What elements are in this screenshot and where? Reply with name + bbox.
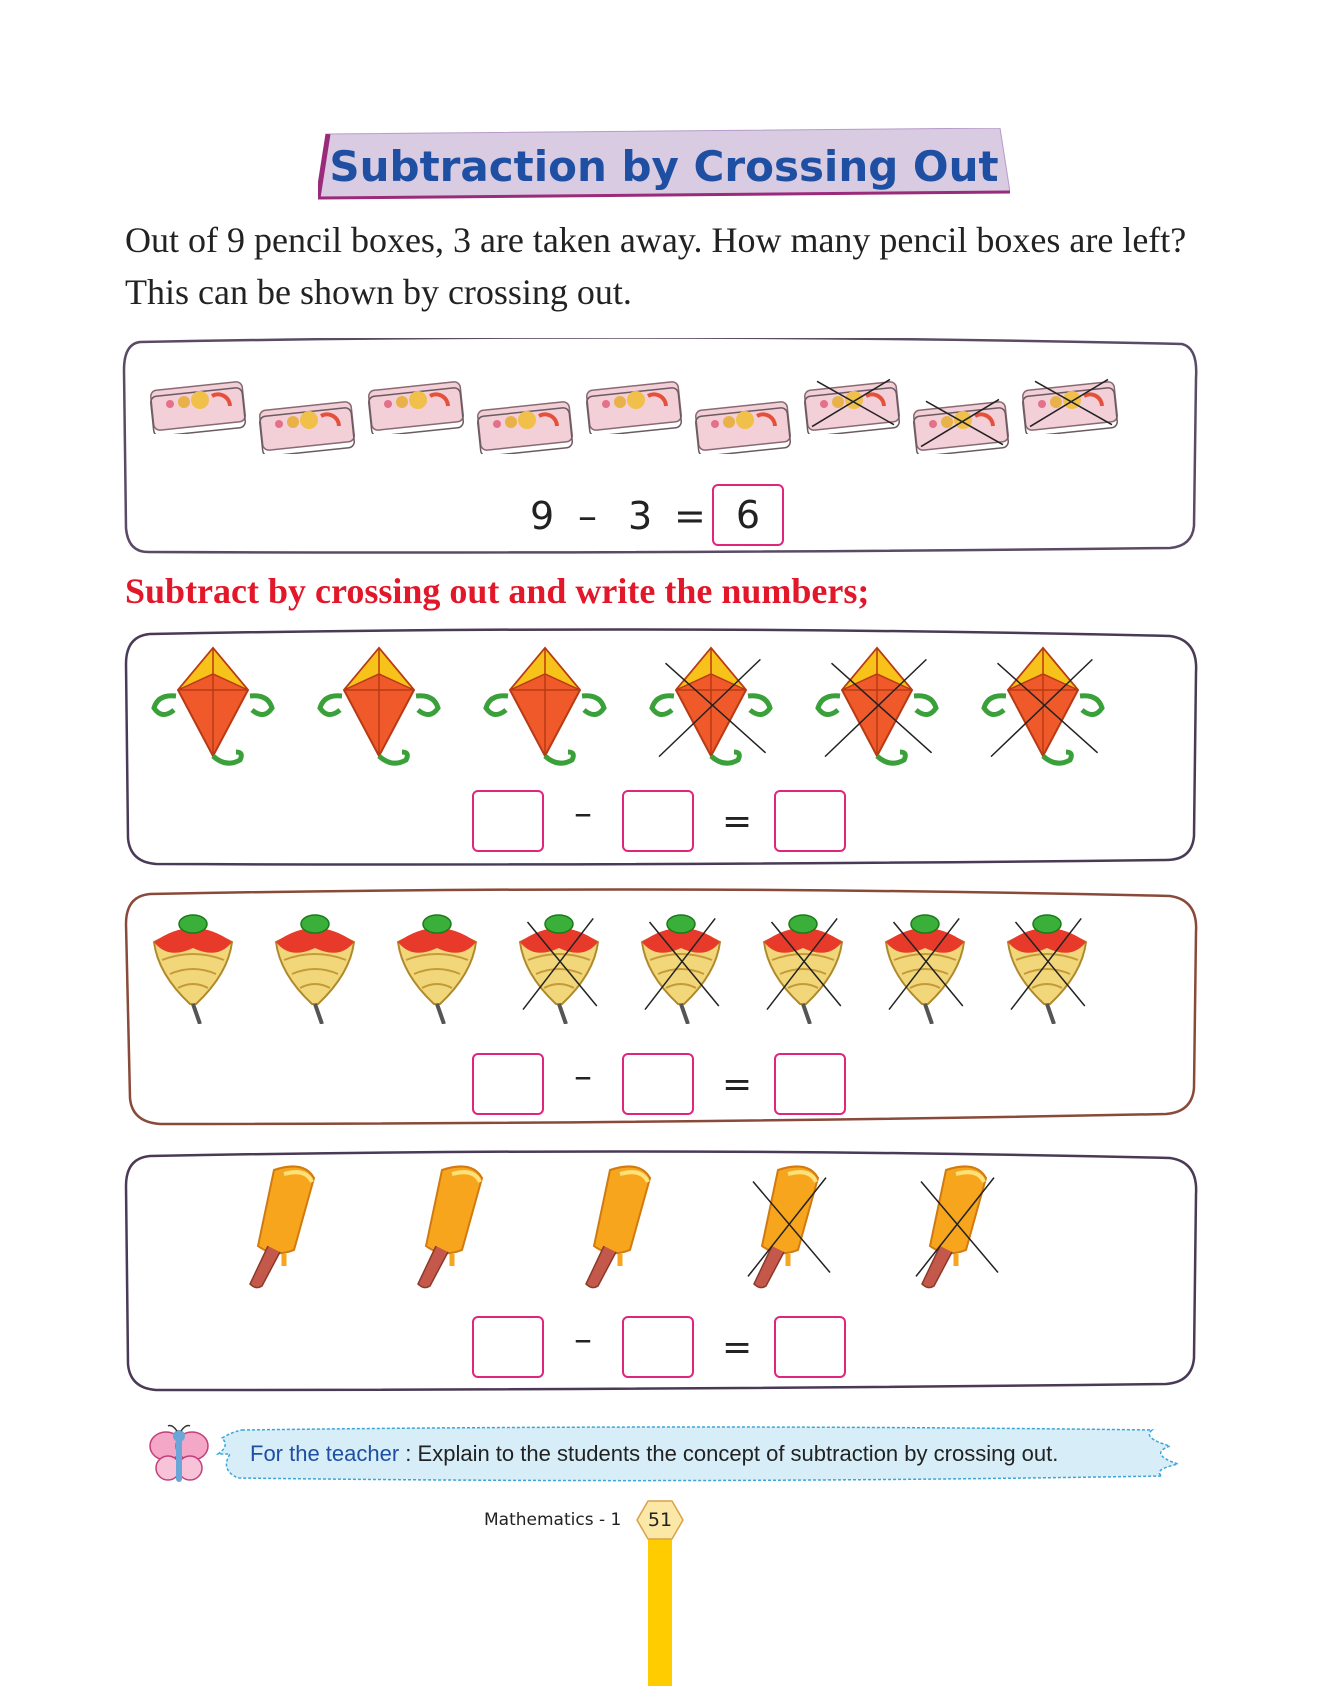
exercise-3-answer-box[interactable] — [774, 1316, 846, 1378]
intro-text: Out of 9 pencil boxes, 3 are taken away. How many pencil boxes are left? This can be shown by crossing out. — [125, 220, 1187, 312]
crossed-pencil-box-icon — [802, 372, 902, 434]
pencil-box-icon — [584, 372, 684, 434]
example-equals: = — [674, 494, 706, 538]
spinning-top-icon — [148, 904, 238, 1024]
exercise-1-item-row — [148, 644, 1188, 784]
exercise-3-taken-box[interactable] — [622, 1316, 694, 1378]
exercise-3-equals: = — [722, 1327, 753, 1368]
crossed-spinning-top-icon — [514, 904, 604, 1024]
crossed-kite-icon — [646, 644, 776, 772]
exercise-3-minus: – — [574, 1319, 592, 1360]
example-minus: – — [578, 494, 597, 538]
teacher-note — [250, 1441, 1058, 1467]
spinning-top-icon — [392, 904, 482, 1024]
exercise-3-total-box[interactable] — [472, 1316, 544, 1378]
crossed-kite-icon — [978, 644, 1108, 772]
exercise-2-equals: = — [722, 1064, 753, 1105]
instruction-heading: Subtract by crossing out and write the numbers; — [125, 571, 870, 611]
crossed-ice-lolly-icon — [906, 1162, 1006, 1292]
crossed-pencil-box-icon — [911, 392, 1011, 454]
exercise-2-answer-box[interactable] — [774, 1053, 846, 1115]
exercise-2-item-row — [148, 904, 1188, 1044]
crossed-spinning-top-icon — [758, 904, 848, 1024]
crossed-spinning-top-icon — [1002, 904, 1092, 1024]
butterfly-icon — [148, 1424, 210, 1488]
pencil-box-icon — [693, 392, 793, 454]
exercise-3-item-row — [148, 1162, 1274, 1312]
pencil-box-icon — [366, 372, 466, 434]
pencil-box-icon — [475, 392, 575, 454]
pencil-box-icon — [257, 392, 357, 454]
kite-icon — [148, 644, 278, 772]
ice-lolly-icon — [402, 1162, 502, 1292]
pencil-box-icon — [148, 372, 248, 434]
kite-icon — [480, 644, 610, 772]
ice-lolly-icon — [570, 1162, 670, 1292]
example-item-row — [148, 368, 1188, 468]
exercise-1-taken-box[interactable] — [622, 790, 694, 852]
spinning-top-icon — [270, 904, 360, 1024]
crossed-spinning-top-icon — [880, 904, 970, 1024]
exercise-1-answer-box[interactable] — [774, 790, 846, 852]
example-taken: 3 — [628, 494, 653, 538]
bookmark-ribbon — [648, 1536, 672, 1686]
teacher-note-body: Explain to the students the concept of subtraction by crossing out. — [417, 1441, 1059, 1466]
exercise-2-taken-box[interactable] — [622, 1053, 694, 1115]
ice-lolly-icon — [234, 1162, 334, 1292]
example-total: 9 — [530, 494, 555, 538]
crossed-spinning-top-icon — [636, 904, 726, 1024]
kite-icon — [314, 644, 444, 772]
teacher-note-separator: : — [399, 1441, 418, 1466]
exercise-1-equals: = — [722, 801, 753, 842]
exercise-2-total-box[interactable] — [472, 1053, 544, 1115]
exercise-1-total-box[interactable] — [472, 790, 544, 852]
page-number: 51 — [647, 1509, 673, 1531]
page-title: Subtraction by Crossing Out — [329, 142, 999, 191]
crossed-kite-icon — [812, 644, 942, 772]
exercise-2-minus: – — [574, 1056, 592, 1097]
exercise-1-minus: – — [574, 793, 592, 834]
teacher-note-label: For the teacher — [250, 1441, 400, 1466]
crossed-ice-lolly-icon — [738, 1162, 838, 1292]
example-answer-box: 6 — [712, 484, 784, 546]
footer-subject: Mathematics - 1 — [484, 1510, 622, 1530]
crossed-pencil-box-icon — [1020, 372, 1120, 434]
